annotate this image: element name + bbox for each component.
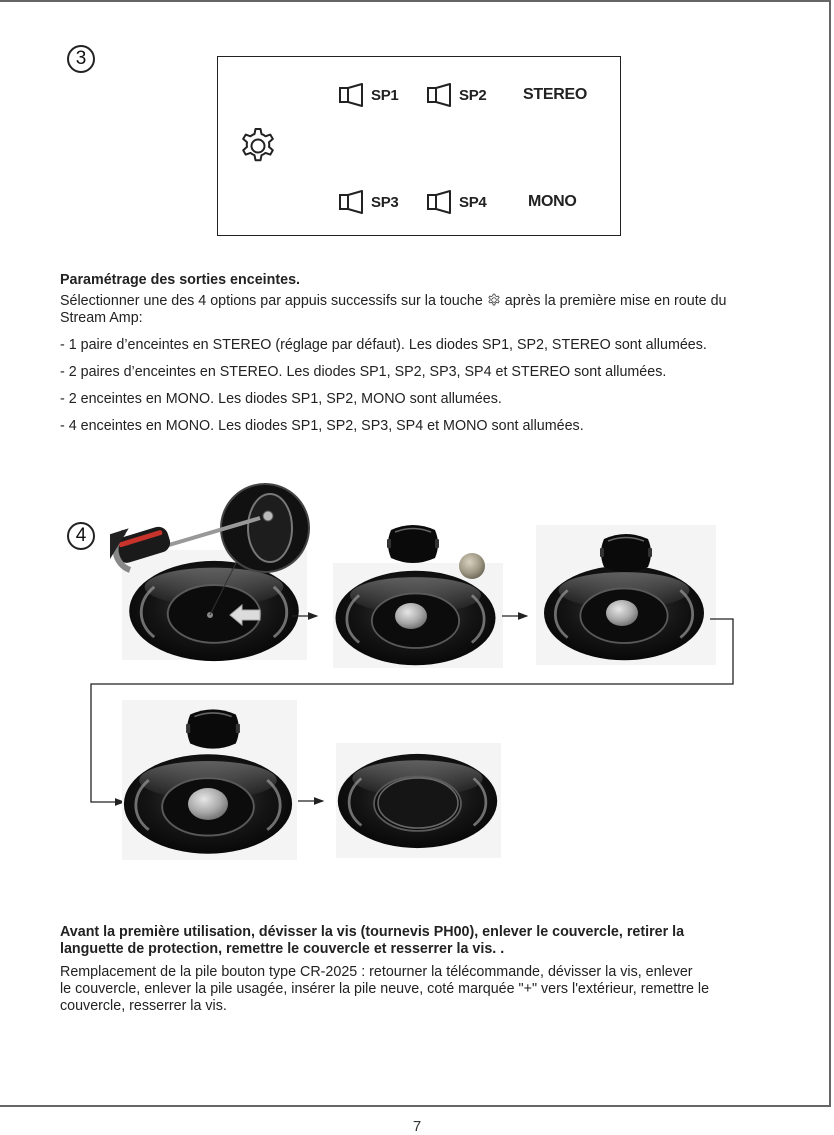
settings-intro-text: Sélectionner une des 4 options par appuis successifs sur la touche [60,293,483,309]
stereo-indicator-label: STEREO [523,86,587,103]
battery-replacement-line1: Remplacement de la pile bouton type CR-2025 : retourner la télécommande, dévisser la vis, enlever [60,964,693,980]
battery-warning-line1: Avant la première utilisation, dévisser la vis (tournevis PH00), enlever le couvercle, retirer la [60,924,685,940]
battery-warning-line2: languette de protection, remettre le couvercle et resserrer la vis. . [60,941,505,957]
next-step-arrow [296,796,328,806]
new-battery-inserted-photo [122,700,297,860]
battery-instructions [60,924,820,1015]
speaker-settings-panel [217,56,621,236]
settings-intro-line2: Stream Amp: [60,310,143,326]
page-number: 7 [412,1118,422,1135]
speaker-sp1-label: SP1 [371,86,399,104]
step-3-marker [67,45,95,73]
speaker-sp2-indicator [426,83,486,107]
speaker-icon [426,83,458,107]
settings-intro-text-continued: après la première mise en route du [504,293,727,309]
cover-reattached-photo [336,743,501,858]
battery-replacement-line2: le couvercle, enlever la pile usagée, insérer la pile neuve, coté marquée "+" vers l'extérieur, remettre le [60,981,710,997]
settings-gear-icon [487,293,501,307]
speaker-sp4-label: SP4 [459,193,487,211]
option-2-pairs-stereo: - 2 paires d’enceintes en STEREO. Les diodes SP1, SP2, SP3, SP4 et STEREO sont allumées. [60,364,667,380]
option-1-pair-stereo: - 1 paire d’enceintes en STEREO (réglage par défaut). Les diodes SP1, SP2, STEREO sont allumées. [60,337,707,353]
speaker-sp1-indicator [338,83,398,107]
battery-replacement-line3: couvercle, resserrer la vis. [60,998,227,1014]
option-2-mono: - 2 enceintes en MONO. Les diodes SP1, SP2, MONO sont allumées. [60,391,502,407]
battery-warning [60,924,820,958]
settings-heading: Paramétrage des sorties enceintes. [60,272,300,288]
speaker-sp3-label: SP3 [371,193,399,211]
speaker-sp4-indicator [426,190,486,214]
speaker-sp3-indicator [338,190,398,214]
step-3-number: 3 [75,48,87,69]
speaker-icon [338,83,370,107]
speaker-sp2-label: SP2 [459,86,487,104]
settings-gear-icon [238,126,278,166]
speaker-icon [338,190,370,214]
settings-intro [60,293,820,327]
speaker-icon [426,190,458,214]
step-4-number: 4 [75,525,87,546]
step-4-marker [67,522,95,550]
battery-replacement-text [60,964,820,1015]
option-4-mono: - 4 enceintes en MONO. Les diodes SP1, SP2, SP3, SP4 et MONO sont allumées. [60,418,584,434]
settings-instructions [60,272,820,435]
mono-indicator-label: MONO [528,193,577,210]
